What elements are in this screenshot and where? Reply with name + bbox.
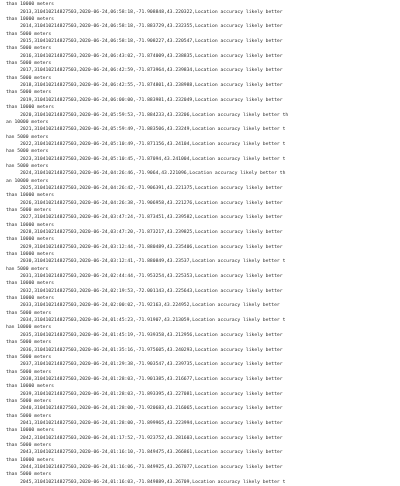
- log-line: than 10000 meters: [6, 384, 54, 390]
- log-line: than 10000 meters: [6, 105, 54, 111]
- log-line: than 10000 meters: [6, 237, 54, 243]
- log-line: 2028,310410214827503,2020-06-24,03:47:20,-71.873217,43.239825,Location accuracy likely better: [6, 230, 283, 235]
- log-line: than 10000 meters: [6, 222, 54, 228]
- log-line: than 10000 meters: [6, 296, 54, 302]
- log-line: 2026,310410214827503,2020-06-24,04:26:38,-71.906958,43.221276,Location accuracy likely better: [6, 200, 283, 206]
- log-line: than 10000 meters: [6, 17, 54, 23]
- log-line: than 10000 meters: [6, 252, 54, 258]
- log-line: 2036,310410214827503,2020-06-24,01:35:16,-71.975605,43.240293,Location accuracy likely better: [6, 347, 283, 353]
- log-line: 2023,310410214827503,2020-06-24,05:10:45,-71.87094,43.241004,Location accuracy likely better t: [6, 156, 286, 162]
- log-line: than 10000 meters: [6, 457, 54, 463]
- log-line: 2042,310410214827503,2020-06-24,01:17:52,-71.923752,43.281603,Location accuracy likely better: [6, 435, 283, 441]
- log-line: 2027,310410214827503,2020-06-24,03:47:24,-71.873451,43.239582,Location accuracy likely better: [6, 215, 283, 221]
- log-line: than 5000 meters: [6, 46, 52, 52]
- log-line: than 5000 meters: [6, 413, 52, 419]
- log-line: han 5000 meters: [6, 266, 49, 272]
- log-line: 2021,310410214827503,2020-06-24,05:59:49,-71.883506,43.23249,Location accuracy likely better t: [6, 127, 286, 133]
- log-line: than 5000 meters: [6, 90, 52, 96]
- log-line: than 5000 meters: [6, 310, 52, 316]
- log-line: han 5000 meters: [6, 163, 49, 169]
- log-line: han 10000 meters: [6, 325, 52, 331]
- log-line: 2025,310410214827503,2020-06-24,04:26:42,-71.906391,43.221375,Location accuracy likely better: [6, 185, 283, 191]
- log-line: an 10000 meters: [6, 178, 49, 184]
- log-line: than 5000 meters: [6, 340, 52, 346]
- log-line: 2043,310410214827503,2020-06-24,01:16:10,-71.849475,43.266861,Location accuracy likely better: [6, 450, 283, 456]
- log-line: 2035,310410214827503,2020-06-24,01:45:19,-71.939358,43.212956,Location accuracy likely better: [6, 332, 283, 338]
- log-line: than 5000 meters: [6, 354, 52, 360]
- log-line: 2045,310410214827503,2020-06-24,01:16:03,-71.849889,43.26709,Location accuracy likely better t: [6, 479, 286, 485]
- log-line: 2016,310410214827503,2020-06-24,06:43:02,-71.874009,43.238835,Location accuracy likely better: [6, 53, 283, 59]
- log-line: 2033,310410214827503,2020-06-24,02:00:02,-71.92163,43.224952,Location accuracy likely better: [6, 303, 280, 309]
- log-line: 2030,310410214827503,2020-06-24,03:12:41,-71.880849,43.23537,Location accuracy likely better t: [6, 259, 286, 265]
- log-line: than 5000 meters: [6, 207, 52, 213]
- log-line: 2019,310410214827503,2020-06-24,06:00:00,-71.883981,43.232049,Location accuracy likely better: [6, 97, 283, 103]
- log-line: 2020,310410214827503,2020-06-24,05:59:53,-71.884233,43.23206,Location accuracy likely better th: [6, 112, 289, 118]
- log-line: than 5000 meters: [6, 472, 52, 478]
- log-line: 2040,310410214827503,2020-06-24,01:28:00,-71.920683,43.216065,Location accuracy likely better: [6, 406, 283, 412]
- log-line: han 5000 meters: [6, 149, 49, 155]
- log-line: than 10000 meters: [6, 193, 54, 199]
- log-line: 2018,310410214827503,2020-06-24,06:42:55,-71.874801,43.238988,Location accuracy likely better: [6, 83, 283, 89]
- log-line: than 10000 meters: [6, 428, 54, 434]
- log-line: 2039,310410214827503,2020-06-24,01:28:03,-71.893395,43.227081,Location accuracy likely better: [6, 391, 283, 397]
- log-line: 2041,310410214827503,2020-06-24,01:28:00,-71.899965,43.223994,Location accuracy likely better: [6, 420, 283, 426]
- log-line: than 5000 meters: [6, 31, 52, 37]
- log-line: than 5000 meters: [6, 61, 52, 67]
- log-line: 2024,310410214827503,2020-06-24,04:26:46,-71.9064,43.221096,Location accuracy likely better th: [6, 171, 286, 177]
- log-line: 2037,310410214827503,2020-06-24,01:29:38,-71.903547,43.239735,Location accuracy likely better: [6, 362, 283, 368]
- log-line: han 5000 meters: [6, 134, 49, 140]
- log-line: 2038,310410214827503,2020-06-24,01:28:03,-71.901385,43.216677,Location accuracy likely better: [6, 376, 283, 382]
- log-line: 2013,310410214827503,2020-06-24,06:58:18,-71.908848,43.220322,Location accuracy likely better: [6, 9, 283, 15]
- log-line: than 5000 meters: [6, 75, 52, 81]
- log-line: than 5000 meters: [6, 398, 52, 404]
- log-line: 2034,310410214827503,2020-06-24,01:45:23,-71.91907,43.213059,Location accuracy likely better t: [6, 318, 286, 324]
- log-line: 2044,310410214827503,2020-06-24,01:16:06,-71.849925,43.267077,Location accuracy likely better: [6, 465, 283, 470]
- log-line: 2014,310410214827503,2020-06-24,06:58:18,-71.883729,43.232355,Location accuracy likely better: [6, 24, 283, 30]
- log-line: 2031,310410214827503,2020-06-24,02:44:44,-71.953254,43.225353,Location accuracy likely better: [6, 274, 283, 280]
- log-line: than 5000 meters: [6, 369, 52, 375]
- log-line: 2017,310410214827503,2020-06-24,06:42:59,-71.873964,43.239834,Location accuracy likely better: [6, 68, 283, 74]
- log-line: an 10000 meters: [6, 119, 49, 125]
- log-lines: [6, 0, 400, 486]
- log-line: than 5000 meters: [6, 442, 52, 448]
- log-line: 2015,310410214827503,2020-06-24,06:58:18,-71.908227,43.220547,Location accuracy likely better: [6, 39, 283, 45]
- log-line: than 10000 meters: [6, 281, 54, 287]
- log-line: 2029,310410214827503,2020-06-24,03:12:44,-71.880489,43.235406,Location accuracy likely better: [6, 244, 283, 250]
- log-line: 2022,310410214827503,2020-06-24,05:10:49,-71.871156,43.24104,Location accuracy likely better t: [6, 141, 286, 147]
- log-line: than 10000 meters: [6, 2, 54, 8]
- log-line: 2032,310410214827503,2020-06-24,02:19:53,-72.001143,43.225643,Location accuracy likely better: [6, 288, 283, 294]
